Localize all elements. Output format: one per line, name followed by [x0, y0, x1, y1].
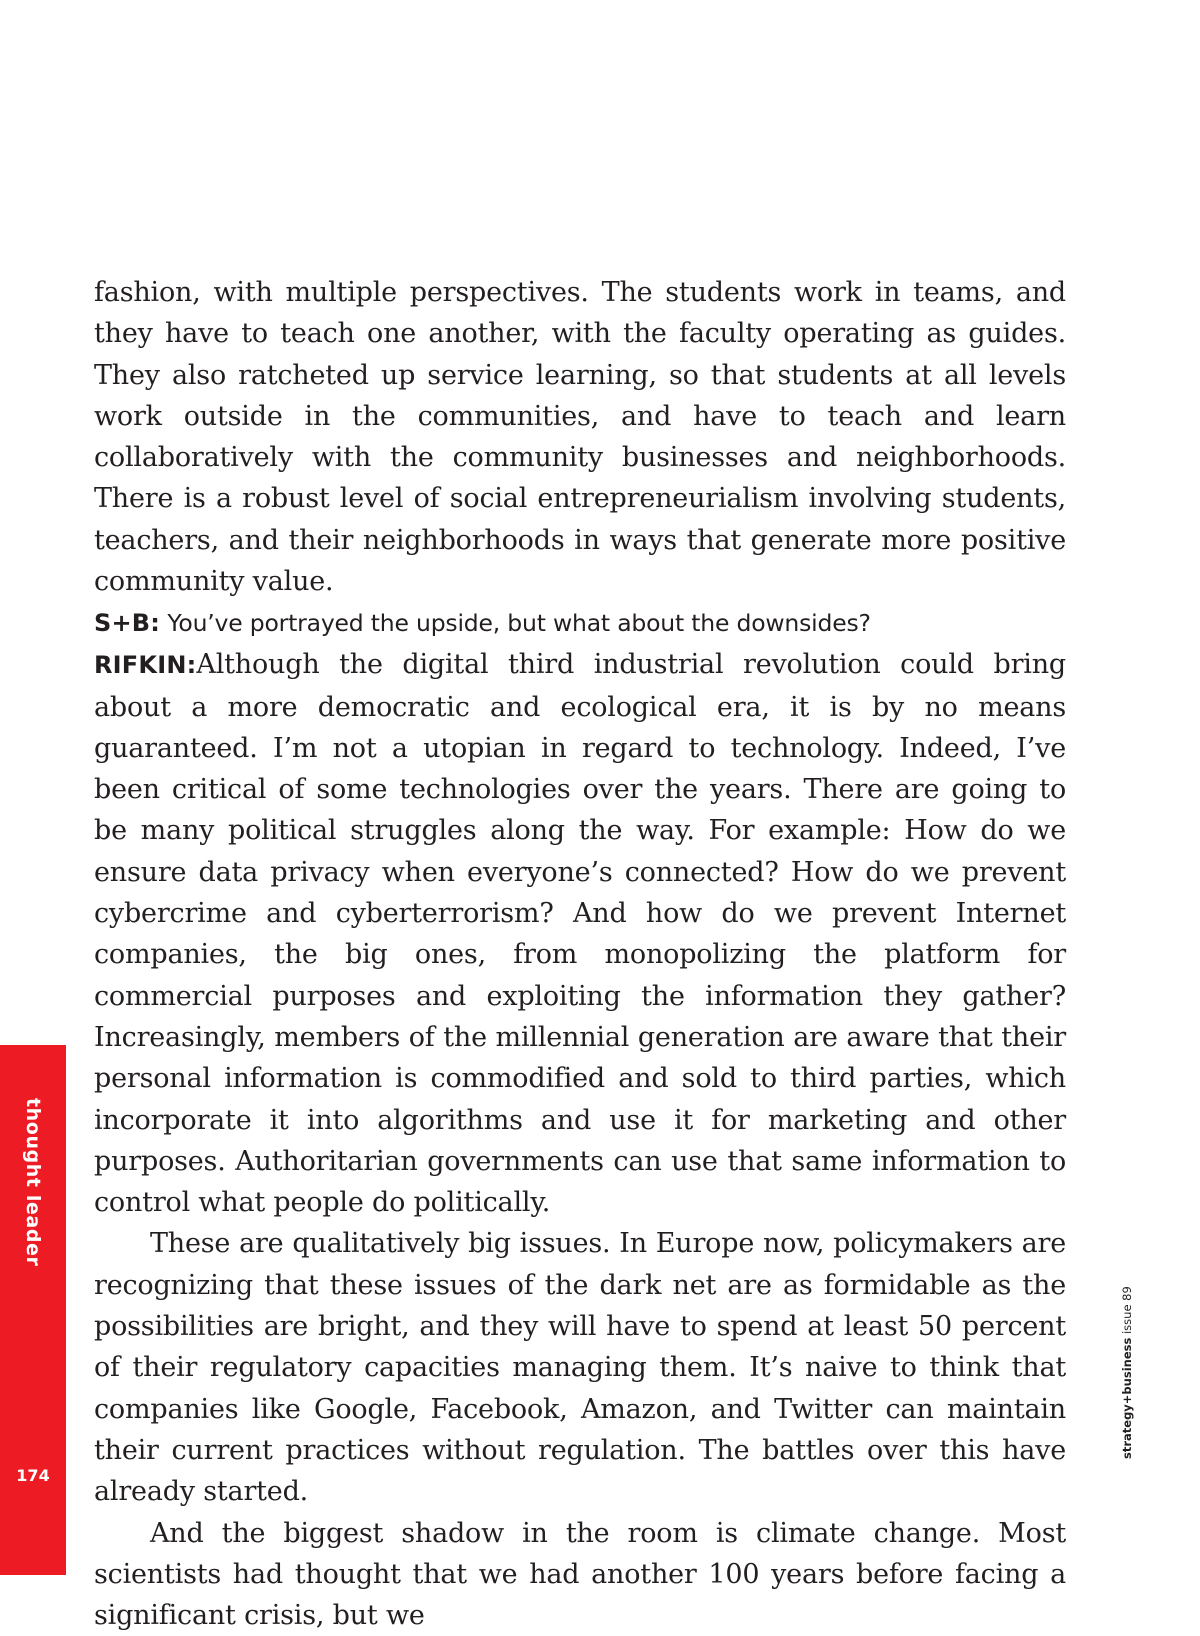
interviewer-label: S+B:	[94, 609, 161, 637]
issue-number: issue 89	[1120, 1286, 1134, 1335]
section-label: thought leader	[22, 1098, 44, 1267]
answer-paragraph	[94, 644, 1066, 1223]
page-number: 174	[16, 1466, 50, 1485]
answer-text: Although the digital third industrial revolution could bring about a more democratic and ecological era, it is by no means guaranteed. I’m not a utopian in regard to technology. Indeed, I’ve been critical of some technologies over the years. There are going to be many political struggles along the way. For example: How do we ensure data privacy when everyone’s connected? How do we prevent cybercrime and cyberterrorism? And how do we prevent Internet companies, the big ones, from monopolizing the platform for commercial purposes and exploiting the information they gather? Increasingly, members of the millennial generation are aware that their personal information is commodified and sold to third parties, which incorporate it into algorithms and use it for marketing and other purposes. Authoritarian governments can use that same information to control what people do politically.	[94, 649, 1066, 1219]
interview-exchange	[94, 603, 1066, 1636]
interviewer-question	[94, 603, 1066, 644]
body-paragraph: These are qualitatively big issues. In Europe now, policymakers are recognizing that these issues of the dark net are as formidable as the possibilities are bright, and they will have to spend at least 50 percent of their regulatory capacities managing them. It’s naive to think that companies like Google, Facebook, Amazon, and Twitter can maintain their current practices without regulation. The battles over this have already started.	[94, 1228, 1066, 1508]
body-paragraph: And the biggest shadow in the room is climate change. Most scientists had thought that we had another 100 years before facing a significant crisis, but we	[94, 1517, 1066, 1632]
publication-name: strategy+business	[1120, 1337, 1134, 1459]
speaker-label: RIFKIN:	[94, 651, 197, 680]
body-paragraph: fashion, with multiple perspectives. The students work in teams, and they have to teach one another, with the faculty operating as guides. They also ratcheted up service learning, so that students at all levels work outside in the communities, and have to teach and learn collaboratively with the community businesses and neighborhoods. There is a robust level of social entrepreneurialism involving students, teachers, and their neighborhoods in ways that generate more positive community value.	[94, 277, 1066, 598]
article-continuation	[94, 272, 1066, 602]
question-text: You’ve portrayed the upside, but what about the downsides?	[167, 609, 871, 637]
publication-footer	[1120, 1286, 1134, 1459]
